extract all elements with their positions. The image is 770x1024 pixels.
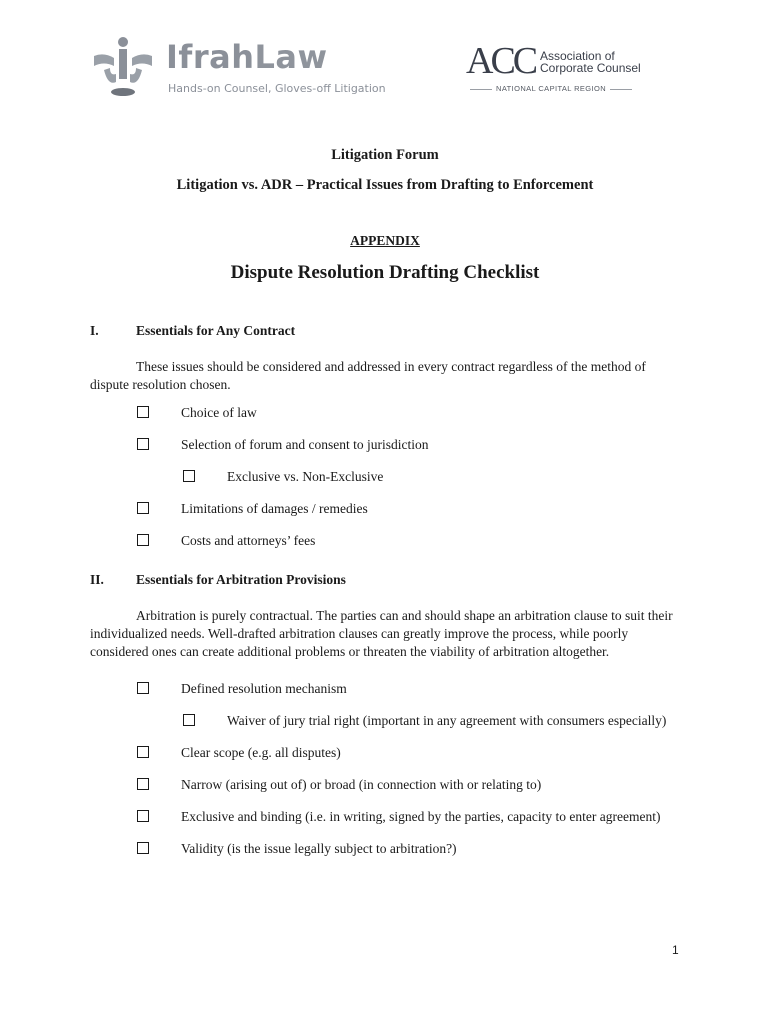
ifrahlaw-figure-icon xyxy=(90,36,156,98)
checkbox[interactable] xyxy=(183,470,195,482)
checklist-item-label: Defined resolution mechanism xyxy=(181,681,347,696)
section-1-title: Essentials for Any Contract xyxy=(136,323,296,338)
checklist-item-label: Limitations of damages / remedies xyxy=(181,501,368,516)
section-2-intro: Arbitration is purely contractual. The parties can and should shape an arbitration clause to suit their individualized needs. Well-drafted arbitration clauses can greatly improve the process, while poorly considered ones can create additional problems or threaten the viability of arbitration altogether. xyxy=(90,608,673,659)
checklist-item-label: Validity (is the issue legally subject to arbitration?) xyxy=(181,841,457,856)
checklist-item-label: Choice of law xyxy=(181,405,257,420)
checkbox[interactable] xyxy=(137,406,149,418)
forum-title: Litigation Forum xyxy=(331,147,439,163)
section-1-intro: These issues should be considered and addressed in every contract regardless of the method of dispute resolution chosen. xyxy=(90,359,646,392)
checkbox[interactable] xyxy=(137,810,149,822)
acc-logo xyxy=(466,42,646,98)
page-number: 1 xyxy=(672,943,679,957)
checklist-item-label: Exclusive vs. Non-Exclusive xyxy=(227,469,384,484)
checkbox[interactable] xyxy=(183,714,195,726)
forum-subtitle: Litigation vs. ADR – Practical Issues from Drafting to Enforcement xyxy=(176,177,594,193)
checklist-item-label: Waiver of jury trial right (important in any agreement with consumers especially) xyxy=(227,713,667,728)
acc-region: NATIONAL CAPITAL REGION xyxy=(466,84,624,93)
checklist-item-label: Narrow (arising out of) or broad (in connection with or relating to) xyxy=(181,777,542,792)
section-1-number: I. xyxy=(90,323,99,338)
checkbox[interactable] xyxy=(137,438,149,450)
ifrahlaw-wordmark: IfrahLaw xyxy=(166,38,328,76)
checklist-item-label: Clear scope (e.g. all disputes) xyxy=(181,745,341,760)
checkbox[interactable] xyxy=(137,778,149,790)
checklist-title: Dispute Resolution Drafting Checklist xyxy=(230,262,540,283)
checkbox[interactable] xyxy=(137,502,149,514)
checkbox[interactable] xyxy=(137,746,149,758)
checklist-item-label: Costs and attorneys’ fees xyxy=(181,533,316,548)
section-2-number: II. xyxy=(90,572,104,587)
checkbox[interactable] xyxy=(137,682,149,694)
checklist-item-label: Selection of forum and consent to jurisdiction xyxy=(181,437,429,452)
acc-name-line2: Corporate Counsel xyxy=(540,61,641,75)
acc-name-line1: Association of xyxy=(540,49,615,63)
checklist-item-label: Exclusive and binding (i.e. in writing, signed by the parties, capacity to enter agreement) xyxy=(181,809,661,824)
checkbox[interactable] xyxy=(137,842,149,854)
appendix-heading: APPENDIX xyxy=(350,233,420,248)
acc-mark: ACC xyxy=(466,40,536,82)
checkbox[interactable] xyxy=(137,534,149,546)
ifrahlaw-logo xyxy=(90,36,386,102)
section-2-title: Essentials for Arbitration Provisions xyxy=(136,572,346,587)
ifrahlaw-tagline: Hands-on Counsel, Gloves-off Litigation xyxy=(168,82,386,95)
